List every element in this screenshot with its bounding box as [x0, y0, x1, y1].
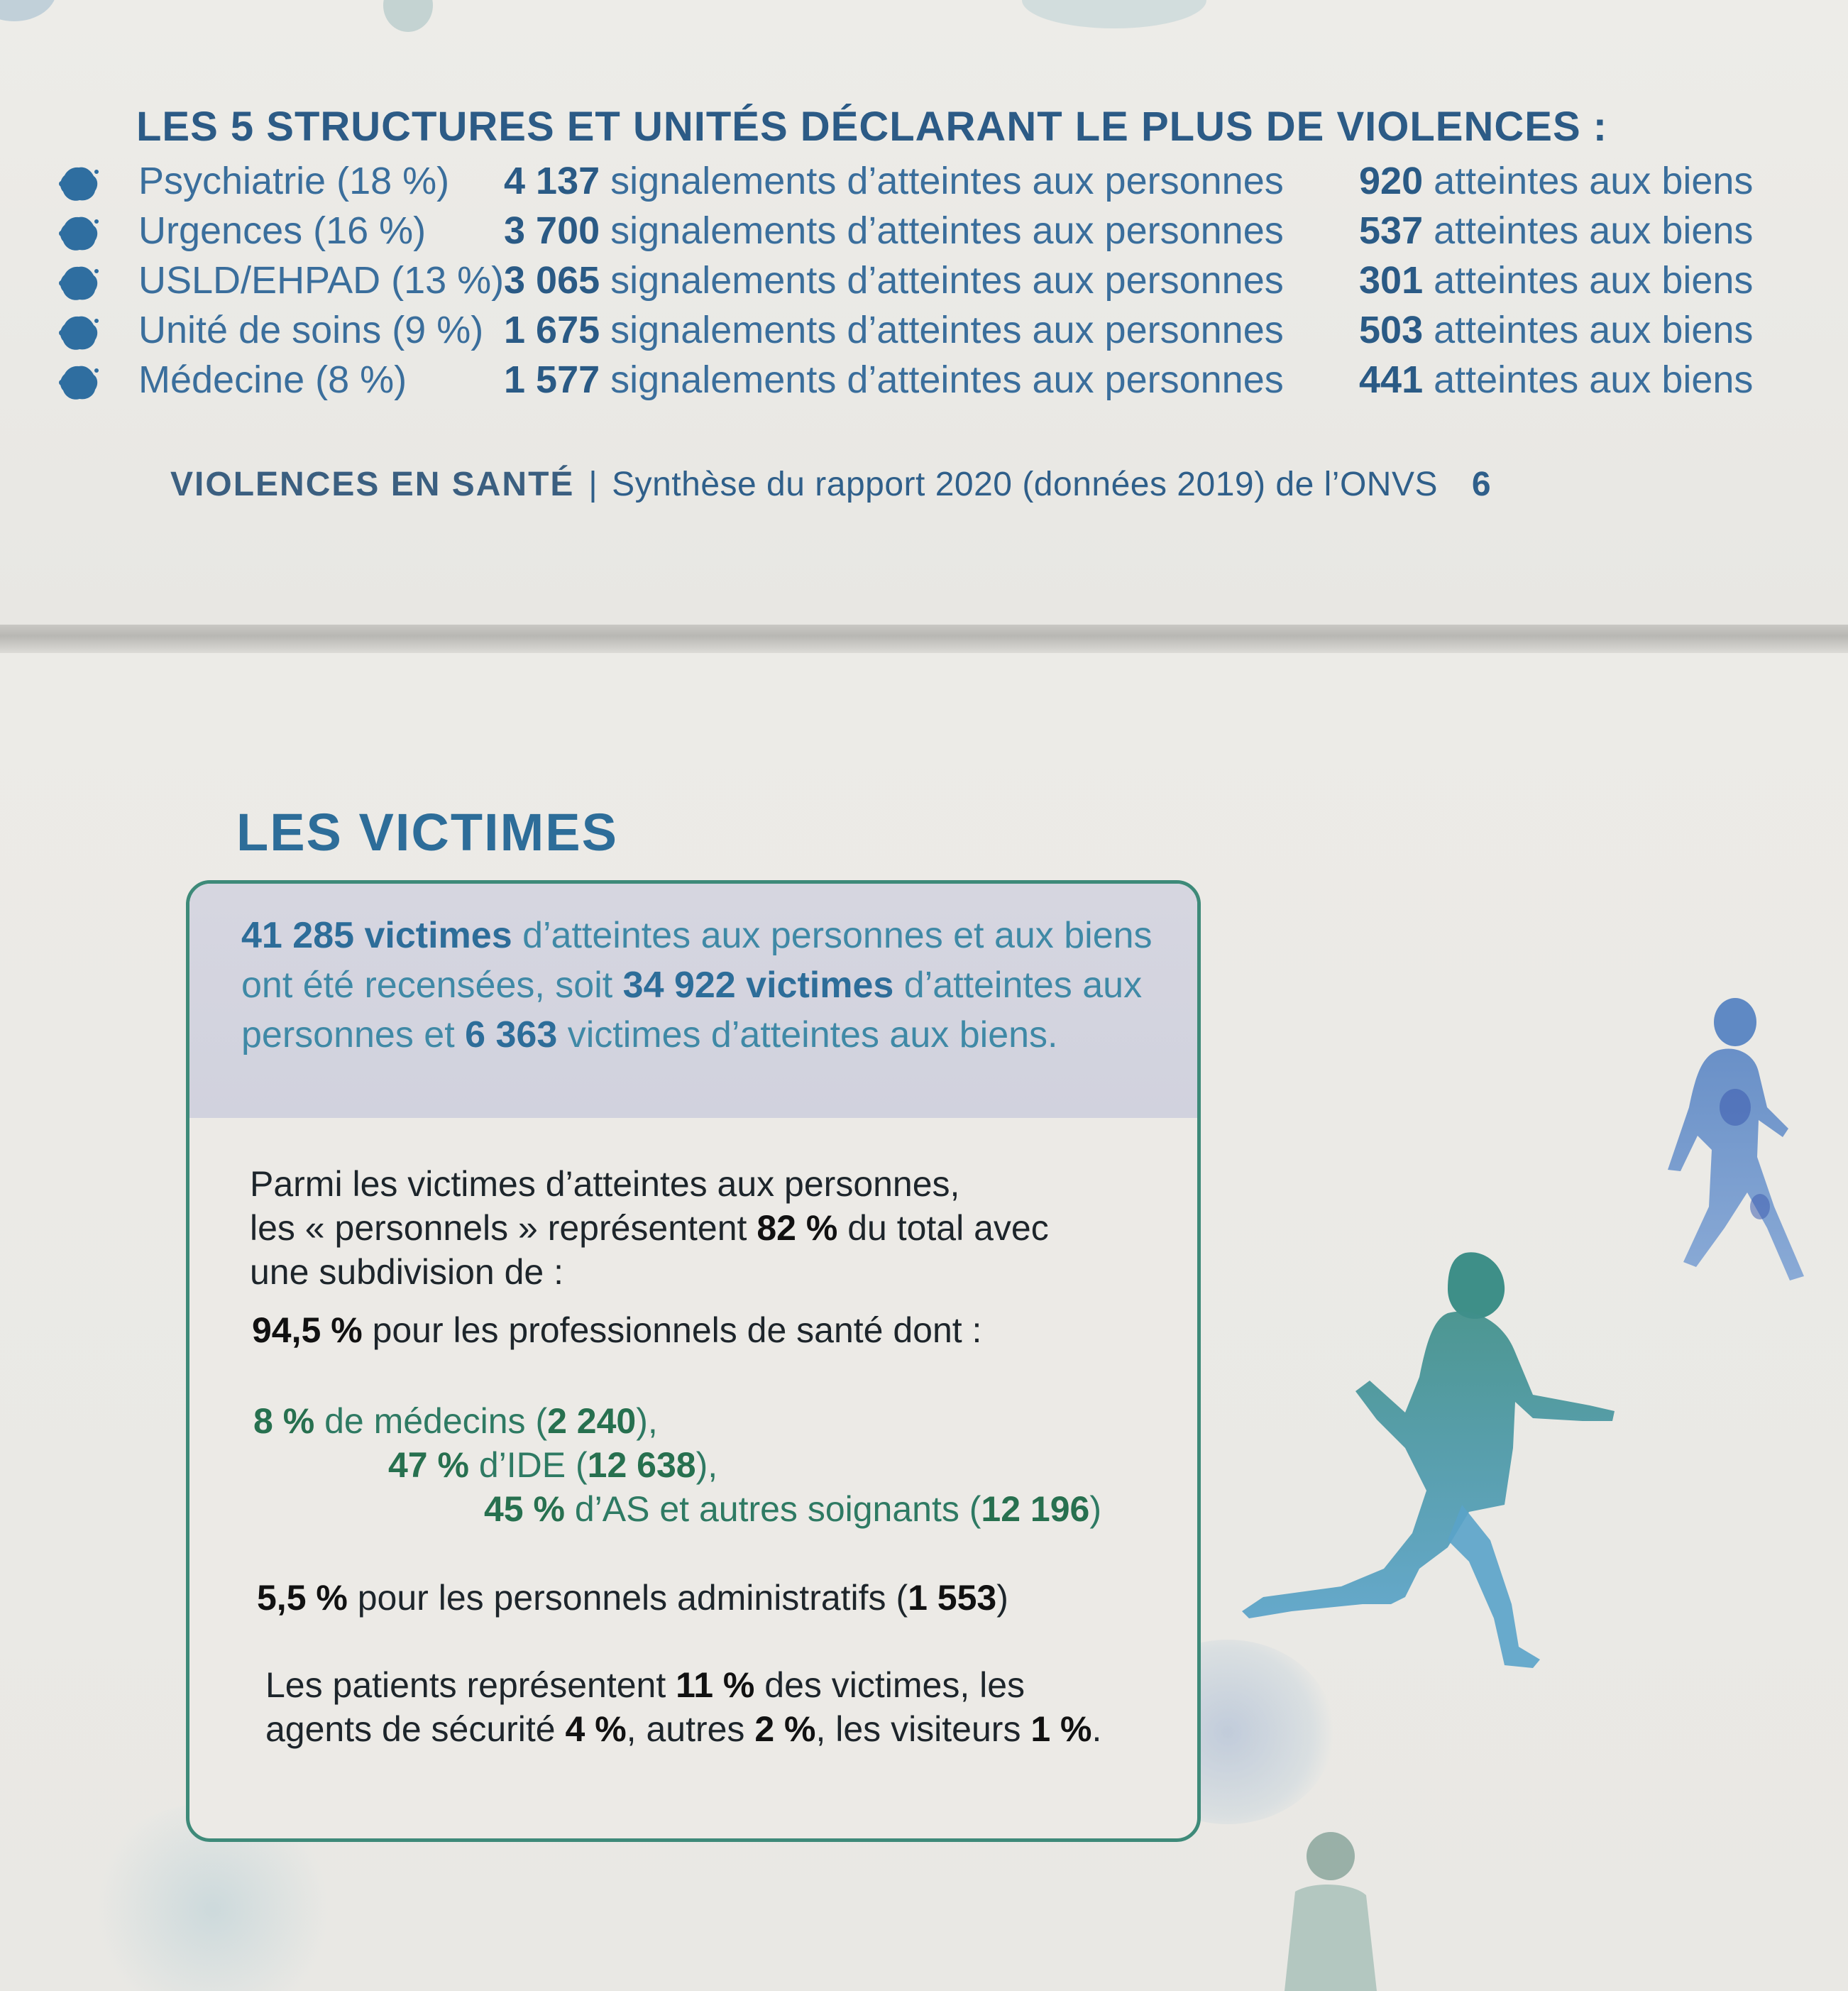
publication-subtitle: Synthèse du rapport 2020 (données 2019) de l’ONVS — [612, 466, 1438, 503]
structure-row — [0, 308, 1848, 358]
publication-title: VIOLENCES EN SANTÉ — [170, 466, 575, 503]
victims-box — [186, 880, 1201, 1842]
structure-name: USLD/EHPAD (13 %) — [138, 259, 505, 302]
victims-title: LES VICTIMES — [236, 803, 618, 862]
biens-count: 503 atteintes aux biens — [1359, 309, 1754, 351]
watercolor-stain — [0, 0, 57, 21]
biens-count: 301 atteintes aux biens — [1359, 259, 1754, 302]
ink-splat-icon — [58, 314, 99, 352]
structures-heading: LES 5 STRUCTURES ET UNITÉS DÉCLARANT LE PLUS DE VIOLENCES : — [136, 104, 1608, 150]
ink-splat-icon — [58, 165, 99, 203]
doctors-line: 8 % de médecins (2 240), — [253, 1401, 658, 1441]
structure-name: Urgences (16 %) — [138, 209, 427, 252]
watercolor-stain — [383, 0, 433, 32]
signal-count: 1 675 signalements d’atteintes aux personnes — [504, 309, 1284, 351]
signal-count: 3 065 signalements d’atteintes aux personnes — [504, 259, 1284, 302]
structure-name: Unité de soins (9 %) — [138, 309, 484, 351]
bottom-page — [0, 653, 1848, 1991]
biens-count: 920 atteintes aux biens — [1359, 160, 1754, 202]
ink-splat-icon — [58, 363, 99, 402]
victims-summary: 41 285 victimes d’atteintes aux personnes et aux biens ont été recensées, soit 34 922 victimes d’atteintes aux personnes et 6 363 victimes d’atteintes aux biens. — [241, 915, 1153, 1055]
footer-separator: | — [588, 466, 598, 503]
ink-splat-icon — [58, 264, 99, 302]
structure-name: Médecine (8 %) — [138, 358, 407, 401]
ink-splat-icon — [58, 214, 99, 253]
watercolor-stain — [1022, 0, 1206, 28]
as-line: 45 % d’AS et autres soignants (12 196) — [484, 1489, 1101, 1529]
structure-row — [0, 159, 1848, 209]
page-footer — [170, 465, 1491, 504]
admin-line: 5,5 % pour les personnels administratifs (1 553) — [257, 1578, 1008, 1618]
structure-row — [0, 258, 1848, 308]
biens-count: 537 atteintes aux biens — [1359, 209, 1754, 252]
victims-intro: Parmi les victimes d’atteintes aux personnes, les « personnels » représentent 82 % du total avec une subdivision de : — [250, 1164, 1049, 1292]
health-professionals-line: 94,5 % pour les professionnels de santé dont : — [252, 1310, 982, 1350]
page-number: 6 — [1471, 466, 1492, 503]
running-person-illustration — [1235, 1235, 1632, 1675]
signal-count: 4 137 signalements d’atteintes aux personnes — [504, 160, 1284, 202]
structure-row — [0, 209, 1848, 258]
ide-line: 47 % d’IDE (12 638), — [388, 1445, 718, 1485]
page-gap — [0, 625, 1848, 653]
biens-count: 441 atteintes aux biens — [1359, 358, 1754, 401]
top-page — [0, 0, 1848, 625]
faded-person-illustration — [1263, 1824, 1391, 1991]
structure-name: Psychiatrie (18 %) — [138, 160, 450, 202]
signal-count: 3 700 signalements d’atteintes aux personnes — [504, 209, 1284, 252]
signal-count: 1 577 signalements d’atteintes aux personnes — [504, 358, 1284, 401]
others-line: Les patients représentent 11 % des victimes, les agents de sécurité 4 %, autres 2 %, les visiteurs 1 %. — [265, 1665, 1102, 1749]
structure-row — [0, 358, 1848, 407]
